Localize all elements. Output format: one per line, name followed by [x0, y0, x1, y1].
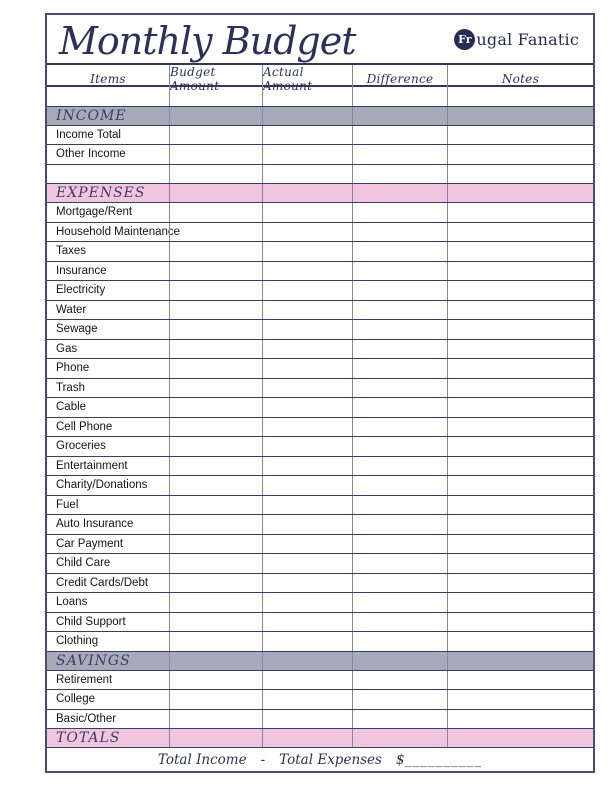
item-row	[47, 418, 593, 438]
budget-amount-cell	[169, 515, 262, 534]
item-row	[47, 340, 593, 360]
item-row	[47, 145, 593, 165]
actual-amount-cell	[262, 496, 352, 515]
difference-cell	[352, 437, 447, 456]
budget-table	[45, 13, 595, 773]
items-cell	[47, 574, 169, 593]
actual-amount-cell	[262, 340, 352, 359]
budget-amount-cell	[169, 320, 262, 339]
item-row	[47, 437, 593, 457]
item-row	[47, 359, 593, 379]
item-label: Loans	[56, 596, 88, 609]
item-label: Clothing	[56, 635, 99, 648]
notes-cell	[447, 652, 593, 670]
brand-circle-icon	[454, 29, 475, 50]
items-cell	[47, 87, 169, 106]
actual-amount-cell	[262, 203, 352, 222]
item-row	[47, 535, 593, 555]
actual-amount-cell	[262, 593, 352, 612]
notes-cell	[447, 671, 593, 690]
difference-cell	[352, 145, 447, 164]
difference-cell	[352, 379, 447, 398]
items-cell	[47, 671, 169, 690]
notes-cell	[447, 632, 593, 651]
budget-amount-cell	[169, 652, 262, 670]
notes-cell	[447, 281, 593, 300]
footer-amount	[396, 752, 482, 768]
budget-amount-cell	[169, 437, 262, 456]
brand-circle-text: Fr	[458, 32, 472, 46]
item-label: Household Maintenance	[56, 225, 181, 238]
budget-amount-cell	[169, 107, 262, 125]
items-cell	[47, 632, 169, 651]
item-label: Water	[56, 303, 87, 316]
difference-cell	[352, 165, 447, 184]
budget-amount-cell	[169, 496, 262, 515]
notes-cell	[447, 457, 593, 476]
items-cell	[47, 126, 169, 145]
items-cell	[47, 320, 169, 339]
notes-cell	[447, 107, 593, 125]
budget-amount-cell	[169, 165, 262, 184]
item-label: Phone	[56, 362, 90, 375]
budget-amount-cell	[169, 554, 262, 573]
item-row	[47, 320, 593, 340]
blank-row	[47, 165, 593, 185]
item-label: Income Total	[56, 128, 121, 141]
notes-cell	[447, 418, 593, 437]
item-row	[47, 671, 593, 691]
budget-amount-cell	[169, 379, 262, 398]
items-cell	[47, 379, 169, 398]
notes-cell	[447, 613, 593, 632]
items-cell	[47, 515, 169, 534]
item-row	[47, 574, 593, 594]
items-cell	[47, 690, 169, 709]
items-cell	[47, 107, 169, 125]
item-row	[47, 554, 593, 574]
actual-amount-cell	[262, 165, 352, 184]
item-row	[47, 457, 593, 477]
item-label: Trash	[56, 381, 85, 394]
items-cell	[47, 418, 169, 437]
difference-cell	[352, 554, 447, 573]
notes-cell	[447, 690, 593, 709]
budget-amount-cell	[169, 476, 262, 495]
section-label: EXPENSES	[56, 185, 146, 202]
budget-amount-cell	[169, 145, 262, 164]
item-row	[47, 203, 593, 223]
difference-cell	[352, 515, 447, 534]
difference-cell	[352, 593, 447, 612]
actual-amount-cell	[262, 515, 352, 534]
table-body	[47, 87, 593, 748]
item-row	[47, 126, 593, 146]
footer-row	[47, 748, 593, 771]
difference-cell	[352, 671, 447, 690]
section-label: SAVINGS	[56, 652, 131, 669]
item-row	[47, 632, 593, 652]
column-header-items: Items	[90, 72, 126, 86]
item-label: Insurance	[56, 264, 107, 277]
actual-amount-cell	[262, 613, 352, 632]
actual-amount-cell	[262, 710, 352, 729]
budget-amount-cell	[169, 690, 262, 709]
items-cell	[47, 613, 169, 632]
notes-cell	[447, 476, 593, 495]
items-cell	[47, 457, 169, 476]
notes-cell	[447, 437, 593, 456]
difference-cell	[352, 574, 447, 593]
actual-amount-cell	[262, 320, 352, 339]
item-row	[47, 223, 593, 243]
column-header-actual-amount: Actual Amount	[262, 65, 352, 93]
item-row	[47, 262, 593, 282]
notes-cell	[447, 515, 593, 534]
item-label: Fuel	[56, 498, 79, 511]
title-row	[47, 15, 593, 65]
budget-amount-cell	[169, 710, 262, 729]
actual-amount-cell	[262, 574, 352, 593]
column-header-budget-amount: Budget Amount	[169, 65, 262, 93]
notes-cell	[447, 223, 593, 242]
budget-amount-cell	[169, 340, 262, 359]
footer-total-income-label: Total Income	[157, 751, 247, 768]
items-cell	[47, 729, 169, 747]
actual-amount-cell	[262, 126, 352, 145]
difference-cell	[352, 632, 447, 651]
difference-cell	[352, 320, 447, 339]
actual-amount-cell	[262, 107, 352, 125]
item-label: Credit Cards/Debt	[56, 576, 149, 589]
budget-amount-cell	[169, 126, 262, 145]
notes-cell	[447, 710, 593, 729]
item-label: Mortgage/Rent	[56, 206, 133, 219]
section-row-income	[47, 107, 593, 126]
actual-amount-cell	[262, 379, 352, 398]
item-row	[47, 379, 593, 399]
item-label: Car Payment	[56, 537, 124, 550]
item-label: Retirement	[56, 673, 113, 686]
items-cell	[47, 710, 169, 729]
difference-cell	[352, 496, 447, 515]
actual-amount-cell	[262, 457, 352, 476]
items-cell	[47, 535, 169, 554]
item-label: Sewage	[56, 323, 98, 336]
actual-amount-cell	[262, 281, 352, 300]
items-cell	[47, 437, 169, 456]
actual-amount-cell	[262, 729, 352, 747]
notes-cell	[447, 359, 593, 378]
section-label: INCOME	[56, 107, 127, 124]
budget-amount-cell	[169, 359, 262, 378]
notes-cell	[447, 496, 593, 515]
difference-cell	[352, 690, 447, 709]
item-label: Auto Insurance	[56, 518, 134, 531]
difference-cell	[352, 126, 447, 145]
actual-amount-cell	[262, 359, 352, 378]
footer-total-expenses-label: Total Expenses	[279, 751, 382, 768]
item-row	[47, 710, 593, 730]
difference-cell	[352, 281, 447, 300]
items-cell	[47, 242, 169, 261]
notes-cell	[447, 145, 593, 164]
item-label: Gas	[56, 342, 78, 355]
brand-name: ugal Fanatic	[476, 29, 579, 49]
item-label: Entertainment	[56, 459, 128, 472]
difference-cell	[352, 476, 447, 495]
actual-amount-cell	[262, 184, 352, 202]
notes-cell	[447, 126, 593, 145]
actual-amount-cell	[262, 301, 352, 320]
items-cell	[47, 340, 169, 359]
budget-amount-cell	[169, 593, 262, 612]
actual-amount-cell	[262, 476, 352, 495]
difference-cell	[352, 184, 447, 202]
column-header-notes: Notes	[447, 65, 593, 93]
item-row	[47, 613, 593, 633]
section-row-totals	[47, 729, 593, 748]
notes-cell	[447, 554, 593, 573]
notes-cell	[447, 398, 593, 417]
items-cell	[47, 262, 169, 281]
notes-cell	[447, 184, 593, 202]
items-cell	[47, 281, 169, 300]
item-label: Groceries	[56, 440, 106, 453]
difference-cell	[352, 242, 447, 261]
item-label: Child Support	[56, 615, 126, 628]
difference-cell	[352, 652, 447, 670]
section-row-expenses	[47, 184, 593, 203]
difference-cell	[352, 613, 447, 632]
budget-amount-cell	[169, 87, 262, 106]
actual-amount-cell	[262, 632, 352, 651]
budget-amount-cell	[169, 242, 262, 261]
item-row	[47, 242, 593, 262]
items-cell	[47, 145, 169, 164]
footer-minus-sign: -	[260, 751, 266, 768]
item-label: Other Income	[56, 148, 126, 161]
items-cell	[47, 301, 169, 320]
notes-cell	[447, 379, 593, 398]
budget-amount-cell	[169, 729, 262, 747]
notes-cell	[447, 574, 593, 593]
item-label: Cable	[56, 401, 87, 414]
actual-amount-cell	[262, 242, 352, 261]
column-header-difference: Difference	[352, 65, 447, 93]
difference-cell	[352, 301, 447, 320]
blank-row	[47, 87, 593, 107]
item-label: Child Care	[56, 557, 111, 570]
page-title: Monthly Budget	[59, 19, 356, 63]
item-row	[47, 593, 593, 613]
difference-cell	[352, 107, 447, 125]
items-cell	[47, 593, 169, 612]
section-label: TOTALS	[56, 730, 121, 747]
budget-amount-cell	[169, 301, 262, 320]
item-row	[47, 301, 593, 321]
notes-cell	[447, 593, 593, 612]
item-row	[47, 476, 593, 496]
difference-cell	[352, 223, 447, 242]
notes-cell	[447, 165, 593, 184]
difference-cell	[352, 87, 447, 106]
item-label: College	[56, 693, 95, 706]
difference-cell	[352, 340, 447, 359]
notes-cell	[447, 535, 593, 554]
items-cell	[47, 476, 169, 495]
difference-cell	[352, 418, 447, 437]
actual-amount-cell	[262, 652, 352, 670]
budget-amount-cell	[169, 535, 262, 554]
budget-amount-cell	[169, 613, 262, 632]
actual-amount-cell	[262, 671, 352, 690]
difference-cell	[352, 262, 447, 281]
actual-amount-cell	[262, 262, 352, 281]
notes-cell	[447, 340, 593, 359]
actual-amount-cell	[262, 398, 352, 417]
actual-amount-cell	[262, 223, 352, 242]
notes-cell	[447, 242, 593, 261]
actual-amount-cell	[262, 87, 352, 106]
footer-blank-line: __________	[404, 751, 483, 768]
items-cell	[47, 398, 169, 417]
footer-currency-symbol: $	[395, 751, 405, 768]
budget-amount-cell	[169, 262, 262, 281]
items-cell	[47, 165, 169, 184]
item-label: Charity/Donations	[56, 479, 148, 492]
budget-amount-cell	[169, 418, 262, 437]
section-row-savings	[47, 652, 593, 671]
items-cell	[47, 223, 181, 242]
items-cell	[47, 554, 169, 573]
actual-amount-cell	[262, 418, 352, 437]
notes-cell	[447, 320, 593, 339]
budget-amount-cell	[169, 671, 262, 690]
difference-cell	[352, 398, 447, 417]
item-label: Taxes	[56, 245, 87, 258]
actual-amount-cell	[262, 535, 352, 554]
item-label: Electricity	[56, 284, 106, 297]
budget-amount-cell	[169, 398, 262, 417]
column-header-row	[47, 65, 593, 93]
actual-amount-cell	[262, 437, 352, 456]
actual-amount-cell	[262, 554, 352, 573]
actual-amount-cell	[262, 145, 352, 164]
item-row	[47, 281, 593, 301]
item-row	[47, 496, 593, 516]
notes-cell	[447, 729, 593, 747]
notes-cell	[447, 262, 593, 281]
difference-cell	[352, 359, 447, 378]
difference-cell	[352, 203, 447, 222]
notes-cell	[447, 203, 593, 222]
difference-cell	[352, 710, 447, 729]
budget-amount-cell	[169, 574, 262, 593]
difference-cell	[352, 729, 447, 747]
item-row	[47, 690, 593, 710]
budget-amount-cell	[169, 281, 262, 300]
difference-cell	[352, 535, 447, 554]
items-cell	[47, 496, 169, 515]
items-cell	[47, 184, 169, 202]
budget-amount-cell	[169, 632, 262, 651]
item-label: Basic/Other	[56, 712, 117, 725]
items-cell	[47, 652, 169, 670]
item-row	[47, 398, 593, 418]
budget-amount-cell	[169, 203, 262, 222]
notes-cell	[447, 301, 593, 320]
budget-amount-cell	[169, 223, 262, 242]
item-row	[47, 515, 593, 535]
actual-amount-cell	[262, 690, 352, 709]
brand-logo	[454, 29, 579, 50]
notes-cell	[447, 87, 593, 106]
budget-amount-cell	[169, 457, 262, 476]
items-cell	[47, 359, 169, 378]
item-label: Cell Phone	[56, 420, 113, 433]
budget-amount-cell	[169, 184, 262, 202]
difference-cell	[352, 457, 447, 476]
items-cell	[47, 203, 169, 222]
